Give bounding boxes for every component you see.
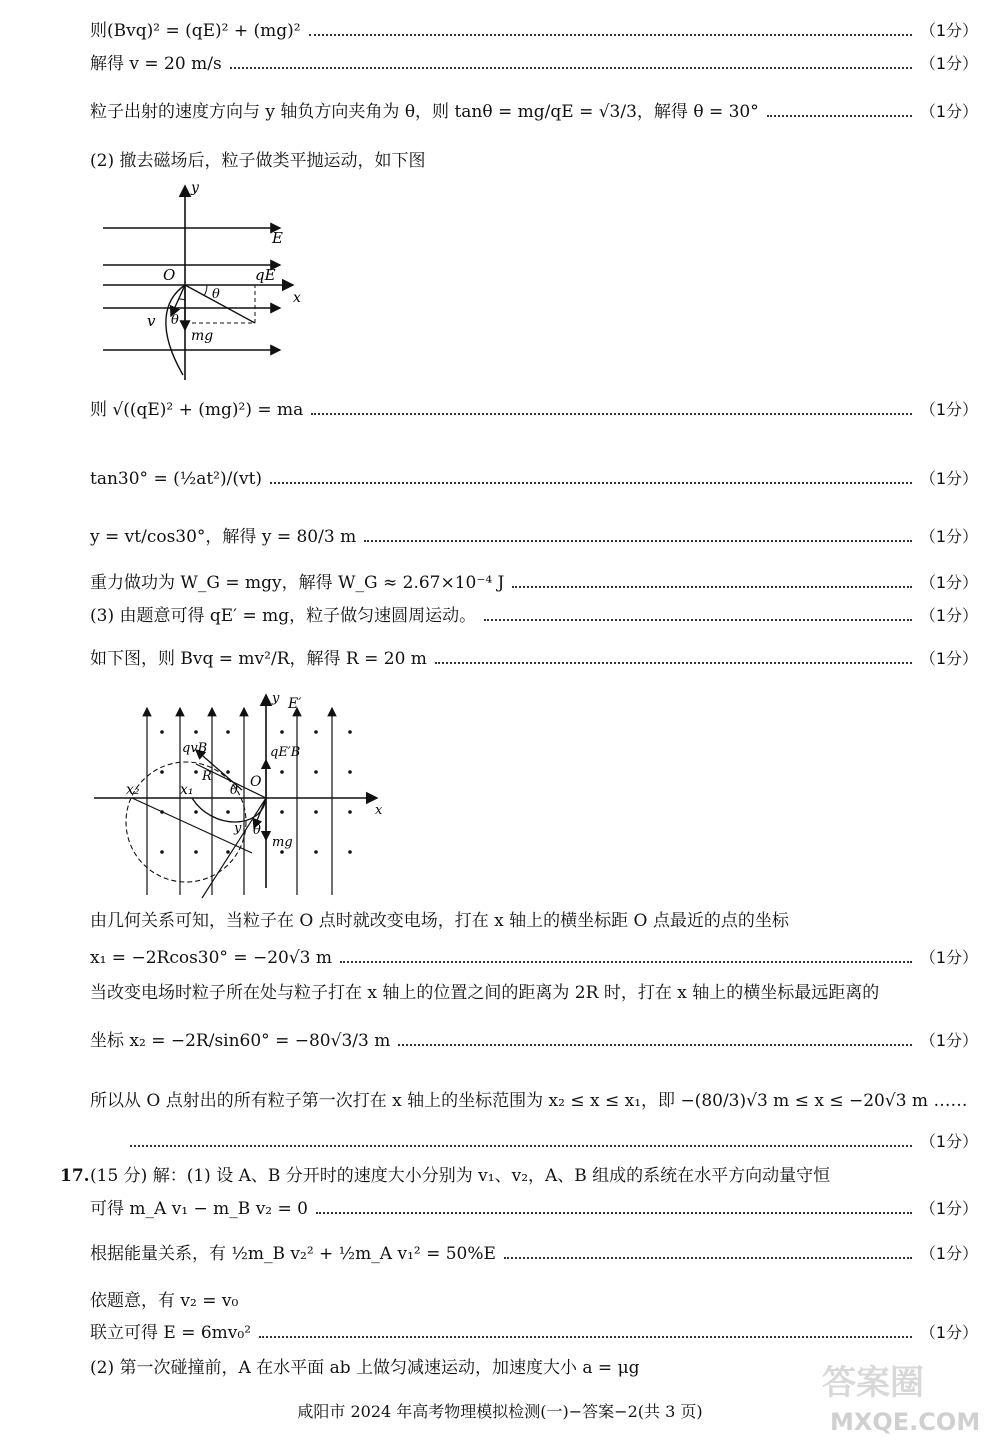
watermark-bottom-text: MXQE.COM: [830, 1408, 981, 1436]
score-label: （1分）: [919, 21, 978, 40]
score-label: （1分）: [919, 1199, 978, 1218]
angle-arc: [204, 285, 207, 296]
answer-line: [90, 1131, 978, 1153]
answer-line: [90, 468, 978, 490]
question-intro: (15 分) 解：(1) 设 A、B 分开时的速度大小分别为 v₁、v₂，A、B 组成的系统在水平方向动量守恒: [90, 1166, 831, 1186]
equation-text: tan30° = (½at²)/(vt): [90, 469, 263, 489]
dot-leader: [316, 1212, 912, 1214]
theta-label: θ: [253, 823, 261, 838]
origin-label: O: [250, 774, 262, 790]
answer-line: [90, 1322, 978, 1344]
score-label: （1分）: [919, 606, 978, 625]
equation-text: x₁ = −2Rcos30° = −20√3 m: [90, 948, 333, 968]
score-label: （1分）: [919, 948, 978, 967]
theta-label: θ: [212, 287, 220, 302]
page-footer: 咸阳市 2024 年高考物理模拟检测(一)−答案−2(共 3 页): [297, 1402, 703, 1421]
x2-label: x₂: [126, 782, 140, 798]
qeb-label: qE′B: [270, 745, 301, 760]
answer-line: [90, 1243, 978, 1265]
e-label: E: [272, 229, 283, 247]
dot-leader: [767, 115, 912, 117]
equation-text: 粒子出射的速度方向与 y 轴负方向夹角为 θ，则 tanθ = mg/qE = √3/3，解得 θ = 30°: [90, 102, 759, 122]
figure-projectile: [95, 180, 315, 389]
theta-label: θ: [171, 313, 179, 328]
equation-text: 可得 m_A v₁ − m_B v₂ = 0: [90, 1199, 308, 1219]
answer-line: [90, 648, 978, 670]
score-label: （1分）: [919, 527, 978, 546]
dot-leader: [512, 586, 911, 588]
score-label: （1分）: [919, 1323, 978, 1342]
arc-path: [192, 798, 266, 822]
dot-leader: [435, 662, 912, 664]
answer-line: [90, 101, 978, 123]
r-label: R: [202, 769, 212, 784]
answer-line: [90, 526, 978, 548]
dot-leader: [398, 1044, 911, 1046]
equation-text: y = vt/cos30°，解得 y = 80/3 m: [90, 527, 357, 547]
dot-leader: [230, 67, 912, 69]
equation-text: 联立可得 E = 6mv₀²: [90, 1323, 252, 1343]
answer-line: [90, 1030, 978, 1052]
x1-label: x₁: [180, 782, 194, 798]
question-number: 17.: [60, 1166, 90, 1186]
answer-line: [90, 399, 978, 421]
x-label: x: [375, 803, 383, 818]
score-label: （1分）: [919, 400, 978, 419]
qvb-label: qvB: [182, 741, 208, 756]
answer-line: [90, 605, 978, 627]
dot-leader: [259, 1336, 912, 1338]
dot-leader: [130, 1145, 912, 1147]
equation-text: 则 √((qE)² + (mg)²) = ma: [90, 400, 304, 420]
dot-leader: [504, 1257, 912, 1259]
angle-arc: [179, 299, 185, 300]
y-position-label: y: [234, 821, 242, 836]
answer-line: [90, 572, 978, 594]
figure-circular-motion: [92, 690, 392, 909]
e-prime-label: E′: [288, 696, 302, 712]
dot-leader: [270, 482, 912, 484]
explanation-text: (2) 第一次碰撞前，A 在水平面 ab 上做匀减速运动，加速度大小 a = μg: [90, 1358, 640, 1378]
equation-text: 如下图，则 Bvq = mv²/R，解得 R = 20 m: [90, 649, 427, 669]
origin-label: O: [163, 266, 176, 284]
equation-text: 根据能量关系，有 ½m_B v₂² + ½m_A v₁² = 50%E: [90, 1244, 496, 1264]
section-heading: (2) 撤去磁场后，粒子做类平抛运动，如下图: [90, 151, 426, 171]
explanation-text: 依题意，有 v₂ = v₀: [90, 1291, 239, 1311]
mg-label: mg: [191, 328, 214, 344]
score-label: （1分）: [919, 102, 978, 121]
answer-line: [90, 53, 978, 75]
theta-label: θ: [230, 783, 238, 798]
mg-label: mg: [272, 835, 293, 850]
equation-text: 解得 v = 20 m/s: [90, 54, 222, 74]
answer-line: [90, 947, 978, 969]
score-label: （1分）: [919, 469, 978, 488]
answer-line: [90, 1198, 978, 1220]
equation-text: (3) 由题意可得 qE′ = mg，粒子做匀速圆周运动。: [90, 606, 477, 626]
dot-leader: [311, 413, 911, 415]
explanation-text: 当改变电场时粒子所在处与粒子打在 x 轴上的位置之间的距离为 2R 时，打在 x 轴上的横坐标最远距离的: [90, 983, 880, 1003]
score-label: （1分）: [919, 649, 978, 668]
score-label: （1分）: [919, 1132, 978, 1151]
dot-leader: [364, 540, 912, 542]
v-label: v: [147, 312, 156, 330]
score-label: （1分）: [919, 1244, 978, 1263]
explanation-text: 所以从 O 点射出的所有粒子第一次打在 x 轴上的坐标范围为 x₂ ≤ x ≤ x₁，即 −(80/3)√3 m ≤ x ≤ −20√3 m ……: [90, 1091, 968, 1111]
explanation-text: 由几何关系可知，当粒子在 O 点时就改变电场，打在 x 轴上的横坐标距 O 点最近的点的坐标: [90, 911, 789, 931]
score-label: （1分）: [919, 1031, 978, 1050]
dot-leader: [309, 34, 912, 36]
score-label: （1分）: [919, 573, 978, 592]
equation-text: 重力做功为 W_G = mgy，解得 W_G ≈ 2.67×10⁻⁴ J: [90, 573, 505, 593]
y-label: y: [272, 691, 280, 706]
velocity-arrow: [171, 285, 185, 316]
dot-leader: [484, 619, 912, 621]
answer-line: [90, 20, 978, 42]
score-label: （1分）: [919, 54, 978, 73]
equation-text: 坐标 x₂ = −2R/sin60° = −80√3/3 m: [90, 1031, 391, 1051]
field-lines-group: [147, 708, 332, 895]
qe-label: qE: [255, 266, 276, 284]
y-label: y: [191, 180, 199, 196]
circular-motion-diagram-svg: [92, 690, 392, 905]
equation-text: 则(Bvq)² = (qE)² + (mg)²: [90, 21, 301, 41]
trajectory-curve: [166, 285, 185, 375]
x-label: x: [293, 290, 301, 306]
resultant-force-line: [185, 285, 255, 323]
projectile-diagram-svg: [95, 180, 315, 385]
dot-leader: [340, 961, 912, 963]
watermark-logo: [812, 1352, 987, 1437]
watermark-top-text: 答案圈: [822, 1363, 924, 1403]
